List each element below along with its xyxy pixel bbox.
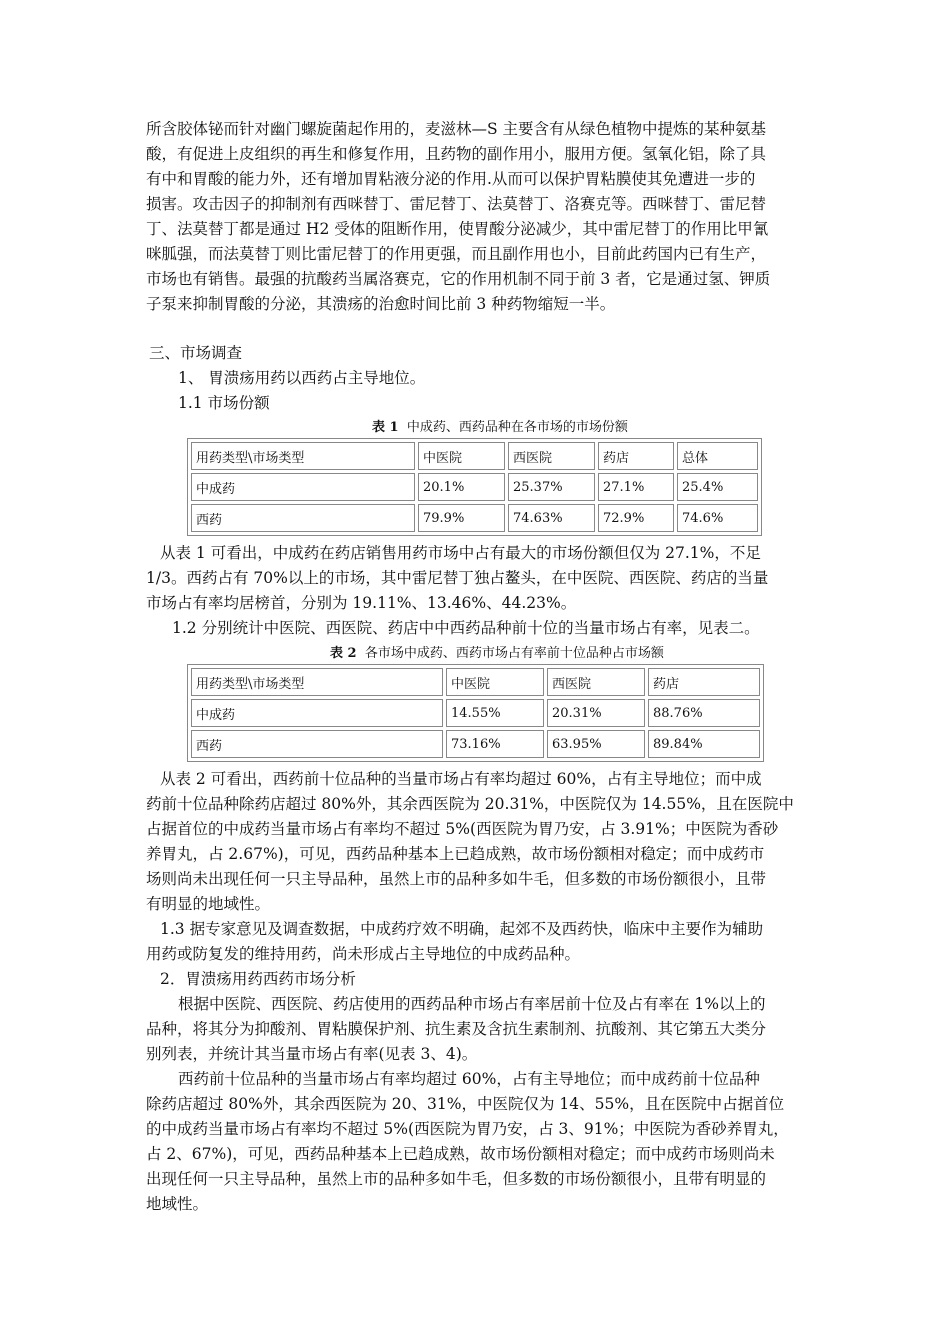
table-caption-text: 各市场中成药、西药市场占有率前十位品种占市场额 bbox=[364, 646, 664, 661]
text-line: 市场也有销售。最强的抗酸药当属洛赛克，它的作用机制不同于前 3 者，它是通过氢、钾质 bbox=[146, 270, 771, 288]
text-line: 品种，将其分为抑酸剂、胃粘膜保护剂、抗生素及含抗生素制剂、抗酸剂、其它第五大类分 bbox=[146, 1020, 767, 1038]
subsection-heading: 1.1 市场份额 bbox=[178, 394, 270, 412]
table-header-cell: 药店 bbox=[648, 668, 760, 696]
text-line: 用药或防复发的维持用药，尚未形成占主导地位的中成药品种。 bbox=[146, 945, 581, 963]
table-caption bbox=[330, 644, 664, 664]
table-row bbox=[191, 730, 760, 758]
text-line: 养胃丸，占 2.67%)，可见，西药品种基本上已趋成熟，故市场份额相对稳定；而中成药市 bbox=[146, 845, 765, 863]
text-line: 损害。攻击因子的抑制剂有西咪替丁、雷尼替丁、法莫替丁、洛赛克等。西咪替丁、雷尼替 bbox=[146, 195, 767, 213]
table-caption-text: 中成药、西药品种在各市场的市场份额 bbox=[406, 420, 628, 435]
text-line: 从表 2 可看出，西药前十位品种的当量市场占有率均超过 60%，占有主导地位；而中成 bbox=[160, 770, 762, 788]
table-header-cell: 总体 bbox=[677, 442, 758, 470]
text-line: 丁、法莫替丁都是通过 H2 受体的阻断作用，使胃酸分泌减少，其中雷尼替丁的作用比甲氰 bbox=[146, 220, 769, 238]
table-cell: 74.63% bbox=[508, 504, 595, 532]
text-line: 1/3。西药占有 70%以上的市场，其中雷尼替丁独占鳌头，在中医院、西医院、药店的当量 bbox=[146, 569, 769, 587]
table-cell: 中成药 bbox=[191, 699, 443, 727]
subsection-heading: 2．胃溃疡用药西药市场分析 bbox=[160, 970, 356, 988]
top10-share-table bbox=[187, 664, 764, 762]
text-line: 西药前十位品种的当量市场占有率均超过 60%，占有主导地位；而中成药前十位品种 bbox=[178, 1070, 760, 1088]
text-line: 1.3 据专家意见及调查数据，中成药疗效不明确，起郊不及西药快，临床中主要作为辅助 bbox=[160, 920, 764, 938]
table-row bbox=[191, 473, 758, 501]
text-line: 咪胍强，而法莫替丁则比雷尼替丁的作用更强，而且副作用也小，目前此药国内已有生产， bbox=[146, 245, 767, 263]
text-line: 有明显的地域性。 bbox=[146, 895, 271, 913]
text-line: 除药店超过 80%外，其余西医院为 20、31%，中医院仅为 14、55%，且在医院中占据首位 bbox=[146, 1095, 785, 1113]
table-cell: 74.6% bbox=[677, 504, 758, 532]
table-cell: 72.9% bbox=[598, 504, 674, 532]
table-header-cell: 西医院 bbox=[508, 442, 595, 470]
table-cell: 88.76% bbox=[648, 699, 760, 727]
text-line: 的中成药当量市场占有率均不超过 5%(西医院为胃乃安，占 3、91%；中医院为香砂养胃丸， bbox=[146, 1120, 789, 1138]
table-cell: 79.9% bbox=[418, 504, 505, 532]
table-header-row bbox=[191, 442, 758, 470]
text-line: 酸，有促进上皮组织的再生和修复作用，且药物的副作用小，服用方便。氢氧化铝，除了具 bbox=[146, 145, 767, 163]
table-cell: 25.37% bbox=[508, 473, 595, 501]
text-line: 占 2、67%)，可见，西药品种基本上已趋成熟，故市场份额相对稳定；而中成药市场则尚未 bbox=[146, 1145, 775, 1163]
table-header-cell: 用药类型\市场类型 bbox=[191, 668, 443, 696]
subsection-heading: 1.2 分别统计中医院、西医院、药店中中西药品种前十位的当量市场占有率，见表二。 bbox=[172, 619, 760, 637]
section-heading: 三、市场调查 bbox=[149, 344, 243, 362]
table-cell: 20.31% bbox=[547, 699, 645, 727]
table-header-cell: 西医院 bbox=[547, 668, 645, 696]
text-line: 市场占有率均居榜首，分别为 19.11%、13.46%、44.23%。 bbox=[146, 594, 577, 612]
table-cell: 27.1% bbox=[598, 473, 674, 501]
table-cell: 73.16% bbox=[446, 730, 544, 758]
text-line: 从表 1 可看出，中成药在药店销售用药市场中占有最大的市场份额但仅为 27.1%，不足 bbox=[160, 544, 761, 562]
market-share-table bbox=[187, 438, 762, 536]
table-header-row bbox=[191, 668, 760, 696]
table-cell: 14.55% bbox=[446, 699, 544, 727]
text-line: 根据中医院、西医院、药店使用的西药品种市场占有率居前十位及占有率在 1%以上的 bbox=[178, 995, 766, 1013]
text-line: 出现任何一只主导品种，虽然上市的品种多如牛毛，但多数的市场份额很小，且带有明显的 bbox=[146, 1170, 767, 1188]
table-cell: 25.4% bbox=[677, 473, 758, 501]
table-cell: 63.95% bbox=[547, 730, 645, 758]
text-line: 有中和胃酸的能力外，还有增加胃粘液分泌的作用.从而可以保护胃粘膜使其免遭进一步的 bbox=[146, 170, 756, 188]
table-header-cell: 中医院 bbox=[446, 668, 544, 696]
table-cell: 西药 bbox=[191, 504, 415, 532]
text-line: 别列表，并统计其当量市场占有率(见表 3、4)。 bbox=[146, 1045, 478, 1063]
table-header-cell: 药店 bbox=[598, 442, 674, 470]
table-cell: 中成药 bbox=[191, 473, 415, 501]
table-header-cell: 中医院 bbox=[418, 442, 505, 470]
table-cell: 89.84% bbox=[648, 730, 760, 758]
table-cell: 20.1% bbox=[418, 473, 505, 501]
table-caption-number: 表 2 bbox=[330, 646, 357, 661]
table-row bbox=[191, 699, 760, 727]
subsection-heading: 1、 胃溃疡用药以西药占主导地位。 bbox=[178, 369, 426, 387]
text-line: 场则尚未出现任何一只主导品种，虽然上市的品种多如牛毛，但多数的市场份额很小，且带 bbox=[146, 870, 767, 888]
table-cell: 西药 bbox=[191, 730, 443, 758]
table-row bbox=[191, 504, 758, 532]
text-line: 子泵来抑制胃酸的分泌，其溃疡的治愈时间比前 3 种药物缩短一半。 bbox=[146, 295, 616, 313]
text-line: 占据首位的中成药当量市场占有率均不超过 5%(西医院为胃乃安，占 3.91%；中医院为香砂 bbox=[146, 820, 779, 838]
text-line: 药前十位品种除药店超过 80%外，其余西医院为 20.31%，中医院仅为 14.55%，且在医院中 bbox=[146, 795, 794, 813]
table-header-cell: 用药类型\市场类型 bbox=[191, 442, 415, 470]
text-line: 地域性。 bbox=[146, 1195, 209, 1213]
table-caption-number: 表 1 bbox=[372, 420, 399, 435]
table-caption bbox=[372, 418, 628, 438]
text-line: 所含胶体铋而针对幽门螺旋菌起作用的，麦滋林—S 主要含有从绿色植物中提炼的某种氨基 bbox=[146, 120, 767, 138]
